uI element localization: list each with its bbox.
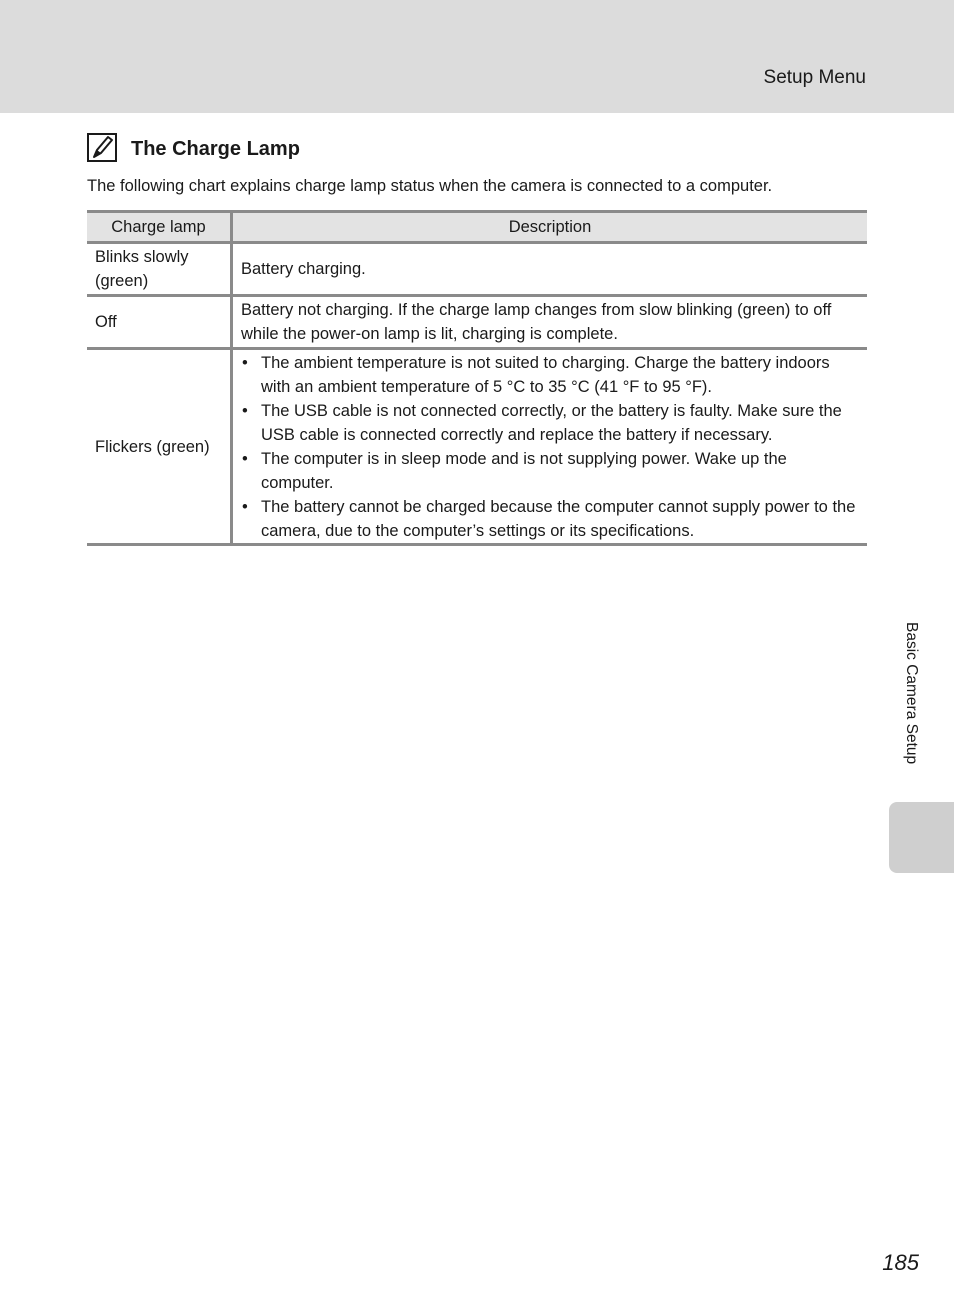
column-header-description: Description	[232, 212, 868, 243]
bullet-item: • The ambient temperature is not suited to charging. Charge the battery indoors with an ambient temperature of 5 °C to 35 °C (41 °F to 95 °F).	[261, 351, 859, 399]
section-title: The Charge Lamp	[131, 138, 300, 160]
table-row	[87, 349, 867, 545]
lamp-cell: Flickers (green)	[87, 349, 232, 545]
charge-lamp-table	[87, 210, 867, 546]
page-number: 185	[882, 1250, 919, 1275]
header-band	[0, 0, 954, 113]
bullet-item: • The computer is in sleep mode and is not supplying power. Wake up the computer.	[261, 447, 859, 495]
column-header-charge-lamp: Charge lamp	[87, 212, 232, 243]
description-cell: Battery charging.	[232, 243, 868, 296]
table-row	[87, 243, 867, 296]
side-tab	[889, 802, 954, 873]
table-row	[87, 296, 867, 349]
note-pencil-icon	[87, 133, 117, 162]
lamp-cell: Blinks slowly (green)	[87, 243, 232, 296]
bullet-item: • The USB cable is not connected correctly, or the battery is faulty. Make sure the USB cable is connected correctly and replace the battery if necessary.	[261, 399, 859, 447]
intro-text: The following chart explains charge lamp status when the camera is connected to a computer.	[87, 177, 773, 195]
header-title: Setup Menu	[763, 67, 866, 88]
description-cell	[232, 349, 868, 545]
bullet-item: • The battery cannot be charged because the computer cannot supply power to the camera, due to the computer’s settings or its specifications.	[261, 495, 859, 543]
table-header-row	[87, 212, 867, 243]
lamp-cell: Off	[87, 296, 232, 349]
bullet-list	[241, 351, 859, 543]
side-tab-label: Basic Camera Setup	[903, 622, 920, 765]
description-cell: Battery not charging. If the charge lamp changes from slow blinking (green) to off while the power-on lamp is lit, charging is complete.	[232, 296, 868, 349]
